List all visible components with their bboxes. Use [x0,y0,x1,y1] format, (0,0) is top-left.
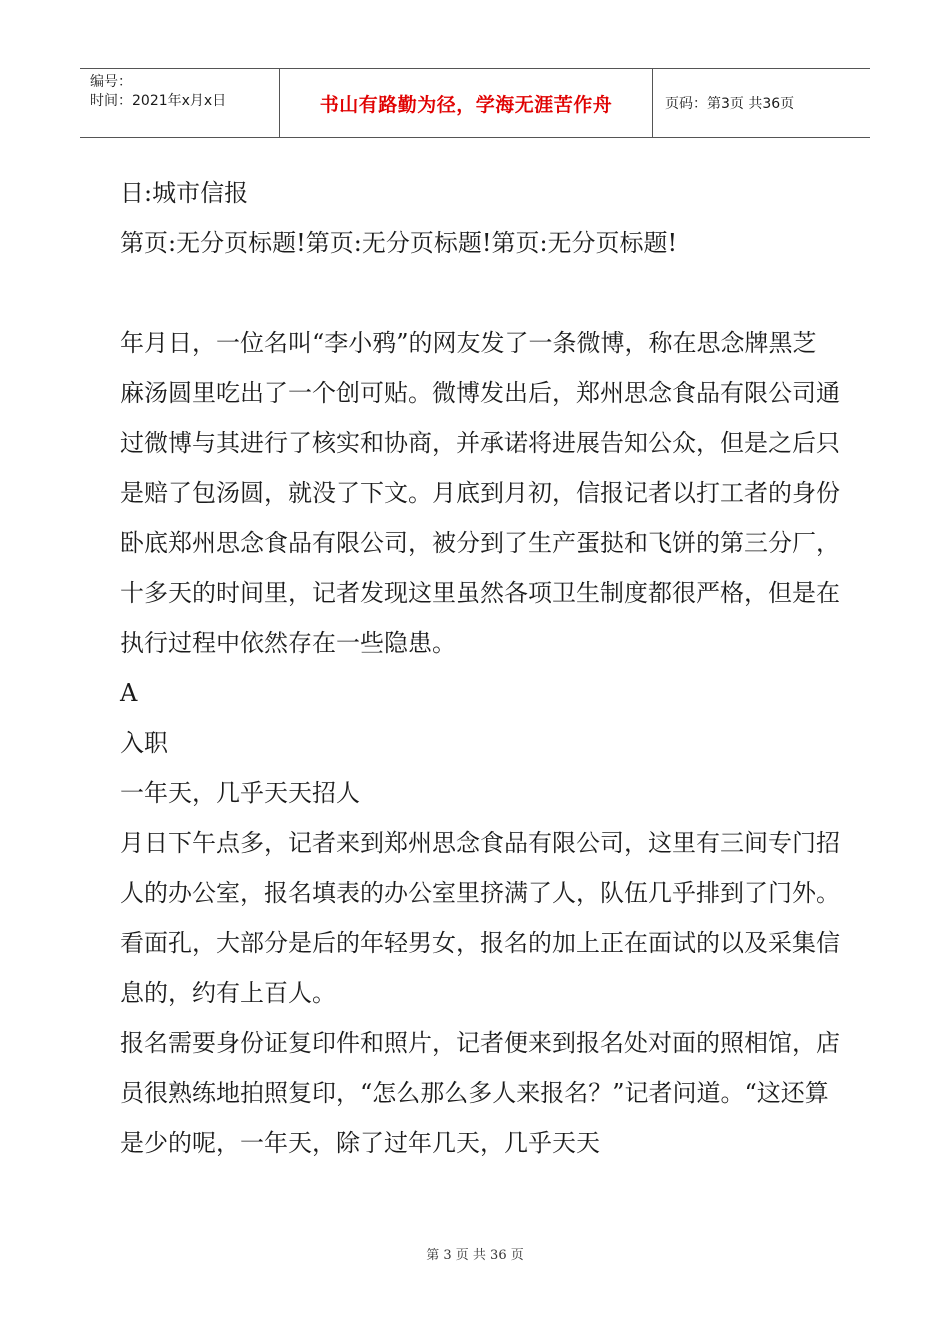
section-marker: A [120,679,138,707]
paragraph-registration: 报名需要身份证复印件和照片，记者便来到报名处对面的照相馆，店员很熟练地拍照复印，“怎么那么多人来报名？”记者问道。“这还算是少的呢，一年天，除了过年几天，几乎天天 [120,1029,840,1157]
page-footer: 第 3 页 共 36 页 [426,1248,524,1263]
blank-line [120,268,840,318]
document-body [120,168,840,1168]
section-subtitle: 一年天，几乎天天招人 [120,779,360,807]
section-title: 入职 [120,729,168,757]
paragraph-intro: 年月日，一位名叫“李小鸦”的网友发了一条微博，称在思念牌黑芝麻汤圆里吃出了一个创可贴。微博发出后，郑州思念食品有限公司通过微博与其进行了核实和协商，并承诺将进展告知公众，但是之后只是赔了包汤圆，就没了下文。月底到月初，信报记者以打工者的身份卧底郑州思念食品有限公司，被分到了生产蛋挞和飞饼的第三分厂，十多天的时间里，记者发现这里虽然各项卫生制度都很严格，但是在执行过程中依然存在一些隐患。 [120,329,840,657]
source-line: 日:城市信报 [120,179,249,207]
page-title-line: 第页:无分页标题!第页:无分页标题!第页:无分页标题! [120,229,678,257]
number-label: 编号： [90,74,132,90]
time-label: 时间：2021年x月x日 [90,93,227,109]
paragraph-arrival: 月日下午点多，记者来到郑州思念食品有限公司，这里有三间专门招人的办公室，报名填表的办公室里挤满了人，队伍几乎排到了门外。看面孔，大部分是后的年轻男女，报名的加上正在面试的以及采集信息的，约有上百人。 [120,829,840,1007]
header-page-code: 页码：第3页 共36页 [665,96,795,112]
document-header [80,68,870,138]
header-meta [80,69,280,137]
header-motto: 书山有路勤为径，学海无涯苦作舟 [280,69,653,137]
